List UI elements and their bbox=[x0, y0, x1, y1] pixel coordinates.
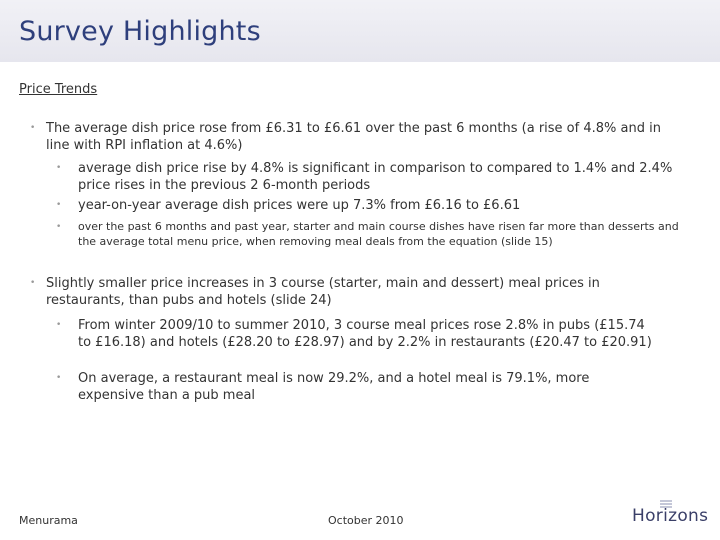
section-heading: Price Trends bbox=[19, 82, 98, 97]
bullet-dot: • bbox=[30, 123, 36, 133]
sub-bullet-dot: • bbox=[56, 373, 62, 383]
logo-text: Horizons bbox=[632, 506, 709, 526]
sub-bullet-dot: • bbox=[56, 200, 62, 210]
sub-bullet-1-3: over the past 6 months and past year, starter and main course dishes have risen far more than desserts and the average total menu price, when removing meal deals from the equation (slide 15) bbox=[78, 220, 679, 248]
sub-bullet-dot: • bbox=[56, 222, 62, 232]
title-bar bbox=[0, 0, 720, 62]
bullet-dot: • bbox=[30, 278, 36, 288]
bullet-1: The average dish price rose from £6.31 to £6.61 over the past 6 months (a rise of 4.8% and in line with RPI inflation at 4.6%) bbox=[46, 121, 661, 153]
sub-bullet-dot: • bbox=[56, 163, 62, 173]
bullet-2: Slightly smaller price increases in 3 course (starter, main and dessert) meal prices in restaurants, than pubs and hotels (slide 24) bbox=[46, 276, 600, 308]
horizons-logo bbox=[632, 500, 708, 530]
sub-bullet-1-1: average dish price rise by 4.8% is significant in comparison to compared to 1.4% and 2.4% price rises in the previous 2 6-month periods bbox=[78, 161, 673, 193]
sub-bullet-dot: • bbox=[56, 320, 62, 330]
sub-bullet-2-1: From winter 2009/10 to summer 2010, 3 course meal prices rose 2.8% in pubs (£15.74 to £16.18) and hotels (£28.20 to £28.97) and by 2.2% in restaurants (£20.47 to £20.91) bbox=[78, 318, 652, 350]
footer-brand: Menurama bbox=[19, 514, 78, 527]
sub-bullet-2-2: On average, a restaurant meal is now 29.2%, and a hotel meal is 79.1%, more expensive than a pub meal bbox=[78, 371, 590, 403]
sub-bullet-1-2: year-on-year average dish prices were up 7.3% from £6.16 to £6.61 bbox=[78, 198, 521, 213]
slide-title: Survey Highlights bbox=[19, 16, 261, 47]
footer-date: October 2010 bbox=[328, 514, 404, 527]
